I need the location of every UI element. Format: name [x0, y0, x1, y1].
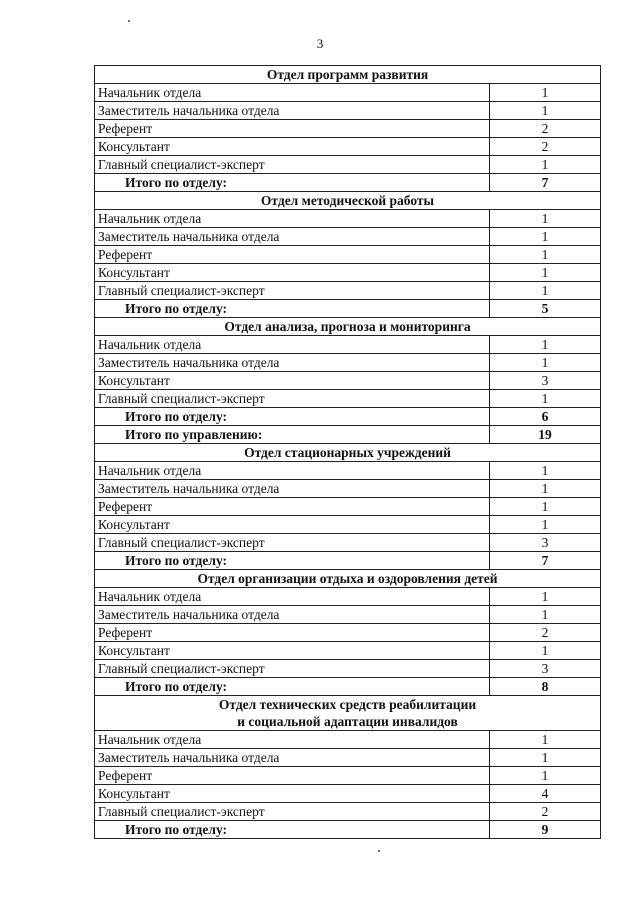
position-title: Главный специалист-эксперт — [95, 282, 490, 300]
position-title: Консультант — [95, 642, 490, 660]
position-row — [95, 102, 601, 120]
position-row — [95, 731, 601, 749]
position-count: 3 — [490, 660, 601, 678]
position-title: Заместитель начальника отдела — [95, 749, 490, 767]
department-header-row — [95, 570, 601, 588]
position-count: 1 — [490, 390, 601, 408]
position-count: 1 — [490, 210, 601, 228]
position-count: 1 — [490, 498, 601, 516]
total-count: 9 — [490, 821, 601, 839]
department-header-row — [95, 66, 601, 84]
department-header-row — [95, 444, 601, 462]
position-title: Заместитель начальника отдела — [95, 102, 490, 120]
position-row — [95, 462, 601, 480]
department-header: Отдел организации отдыха и оздоровления детей — [95, 570, 601, 588]
position-count: 1 — [490, 102, 601, 120]
department-header-row — [95, 192, 601, 210]
position-count: 1 — [490, 246, 601, 264]
position-count: 3 — [490, 534, 601, 552]
position-title: Консультант — [95, 516, 490, 534]
total-count: 6 — [490, 408, 601, 426]
position-title: Заместитель начальника отдела — [95, 354, 490, 372]
position-title: Консультант — [95, 785, 490, 803]
position-count: 1 — [490, 731, 601, 749]
total-label: Итого по отделу: — [95, 408, 490, 426]
position-row — [95, 120, 601, 138]
position-count: 1 — [490, 228, 601, 246]
position-title: Начальник отдела — [95, 588, 490, 606]
total-label: Итого по отделу: — [95, 300, 490, 318]
total-label: Итого по отделу: — [95, 821, 490, 839]
position-title: Начальник отдела — [95, 336, 490, 354]
position-count: 1 — [490, 588, 601, 606]
staff-table-body — [95, 66, 601, 839]
total-row — [95, 678, 601, 696]
total-count: 19 — [490, 426, 601, 444]
position-count: 3 — [490, 372, 601, 390]
total-label: Итого по отделу: — [95, 552, 490, 570]
total-row — [95, 408, 601, 426]
position-row — [95, 264, 601, 282]
position-title: Начальник отдела — [95, 731, 490, 749]
position-count: 2 — [490, 624, 601, 642]
position-row — [95, 282, 601, 300]
total-label: Итого по отделу: — [95, 174, 490, 192]
position-title: Консультант — [95, 138, 490, 156]
position-row — [95, 498, 601, 516]
total-row — [95, 300, 601, 318]
position-count: 4 — [490, 785, 601, 803]
position-title: Заместитель начальника отдела — [95, 606, 490, 624]
position-count: 1 — [490, 642, 601, 660]
position-title: Начальник отдела — [95, 84, 490, 102]
position-count: 1 — [490, 462, 601, 480]
department-header: Отдел стационарных учреждений — [95, 444, 601, 462]
position-count: 1 — [490, 516, 601, 534]
position-row — [95, 803, 601, 821]
total-row — [95, 426, 601, 444]
position-count: 1 — [490, 84, 601, 102]
department-header-row — [95, 318, 601, 336]
position-row — [95, 642, 601, 660]
position-row — [95, 210, 601, 228]
position-row — [95, 156, 601, 174]
position-count: 1 — [490, 156, 601, 174]
department-header: Отдел методической работы — [95, 192, 601, 210]
total-label: Итого по управлению: — [95, 426, 490, 444]
position-title: Референт — [95, 498, 490, 516]
position-title: Консультант — [95, 372, 490, 390]
position-count: 2 — [490, 803, 601, 821]
scan-speck — [378, 850, 380, 852]
position-row — [95, 372, 601, 390]
position-count: 1 — [490, 336, 601, 354]
position-row — [95, 785, 601, 803]
total-row — [95, 174, 601, 192]
position-title: Главный специалист-эксперт — [95, 660, 490, 678]
position-count: 2 — [490, 138, 601, 156]
position-title: Главный специалист-эксперт — [95, 803, 490, 821]
position-title: Референт — [95, 120, 490, 138]
position-row — [95, 534, 601, 552]
position-row — [95, 749, 601, 767]
position-title: Главный специалист-эксперт — [95, 156, 490, 174]
position-title: Главный специалист-эксперт — [95, 390, 490, 408]
position-row — [95, 480, 601, 498]
department-header-line: Отдел технических средств реабилитации — [218, 697, 477, 712]
position-title: Заместитель начальника отдела — [95, 228, 490, 246]
total-row — [95, 552, 601, 570]
position-title: Начальник отдела — [95, 210, 490, 228]
position-title: Главный специалист-эксперт — [95, 534, 490, 552]
page-number: 3 — [316, 36, 324, 51]
total-label: Итого по отделу: — [95, 678, 490, 696]
position-count: 1 — [490, 749, 601, 767]
position-title: Заместитель начальника отдела — [95, 480, 490, 498]
position-row — [95, 336, 601, 354]
position-count: 1 — [490, 767, 601, 785]
position-row — [95, 84, 601, 102]
scan-speck — [128, 20, 130, 22]
position-count: 1 — [490, 282, 601, 300]
position-row — [95, 246, 601, 264]
position-title: Референт — [95, 246, 490, 264]
position-title: Референт — [95, 767, 490, 785]
position-count: 1 — [490, 264, 601, 282]
staff-table — [94, 65, 601, 839]
position-title: Начальник отдела — [95, 462, 490, 480]
position-row — [95, 228, 601, 246]
position-count: 2 — [490, 120, 601, 138]
position-row — [95, 390, 601, 408]
department-header-line: и социальной адаптации инвалидов — [237, 714, 458, 729]
department-header: Отдел программ развития — [95, 66, 601, 84]
position-row — [95, 660, 601, 678]
total-count: 5 — [490, 300, 601, 318]
position-title: Референт — [95, 624, 490, 642]
position-count: 1 — [490, 354, 601, 372]
position-row — [95, 606, 601, 624]
position-row — [95, 624, 601, 642]
department-header: Отдел анализа, прогноза и мониторинга — [95, 318, 601, 336]
position-count: 1 — [490, 480, 601, 498]
position-row — [95, 588, 601, 606]
position-row — [95, 138, 601, 156]
department-header — [95, 696, 601, 731]
position-row — [95, 767, 601, 785]
total-count: 7 — [490, 174, 601, 192]
department-header-row — [95, 696, 601, 731]
position-row — [95, 354, 601, 372]
total-count: 8 — [490, 678, 601, 696]
total-row — [95, 821, 601, 839]
total-count: 7 — [490, 552, 601, 570]
position-count: 1 — [490, 606, 601, 624]
position-title: Консультант — [95, 264, 490, 282]
position-row — [95, 516, 601, 534]
